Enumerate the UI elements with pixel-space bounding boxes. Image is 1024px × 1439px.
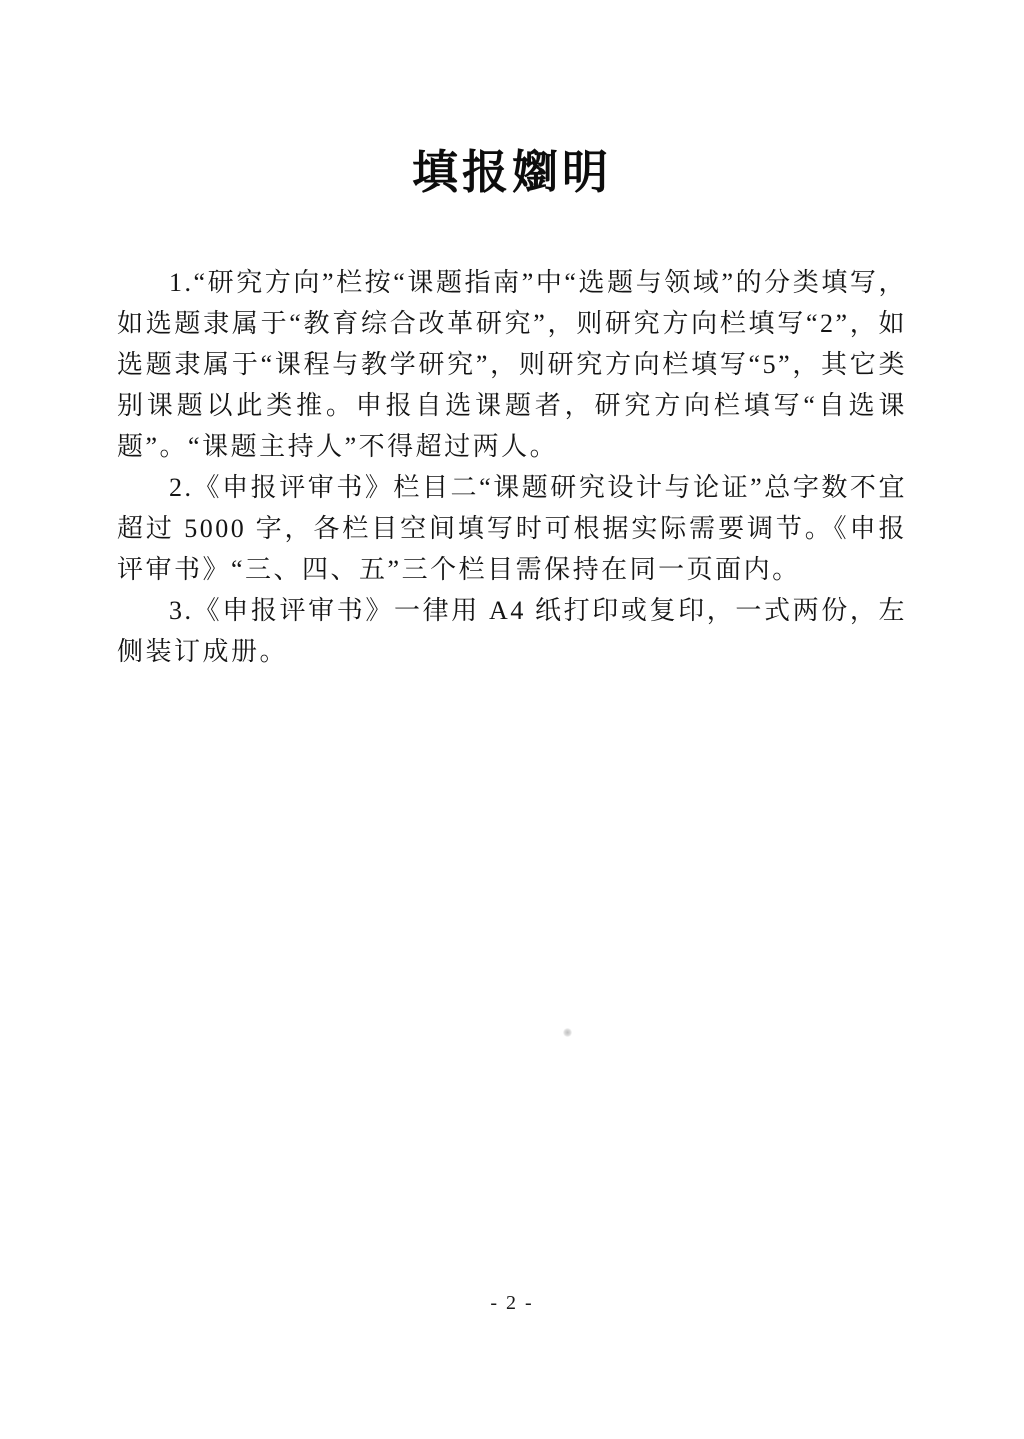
document-body (117, 262, 907, 672)
paragraph-2: 2.《申报评审书》栏目二“课题研究设计与论证”总字数不宜超过 5000 字，各栏目空间填写时可根据实际需要调节。《申报评审书》“三、四、五”三个栏目需保持在同一页面内。 (117, 473, 907, 584)
page-number: - 2 - (490, 1292, 534, 1314)
paragraph-3: 3.《申报评审书》一律用 A4 纸打印或复印，一式两份，左侧装订成册。 (117, 596, 907, 666)
page-title: 填报嬼明 (412, 147, 612, 198)
scan-artifact-dot (563, 1028, 572, 1037)
paragraph-1: 1.“研究方向”栏按“课题指南”中“选题与领域”的分类填写，如选题隶属于“教育综合改革研究”，则研究方向栏填写“2”，如选题隶属于“课程与教学研究”，则研究方向栏填写“5”，其它类别课题以此类推。申报自选课题者，研究方向栏填写“自选课题”。“课题主持人”不得超过两人。 (117, 268, 907, 461)
